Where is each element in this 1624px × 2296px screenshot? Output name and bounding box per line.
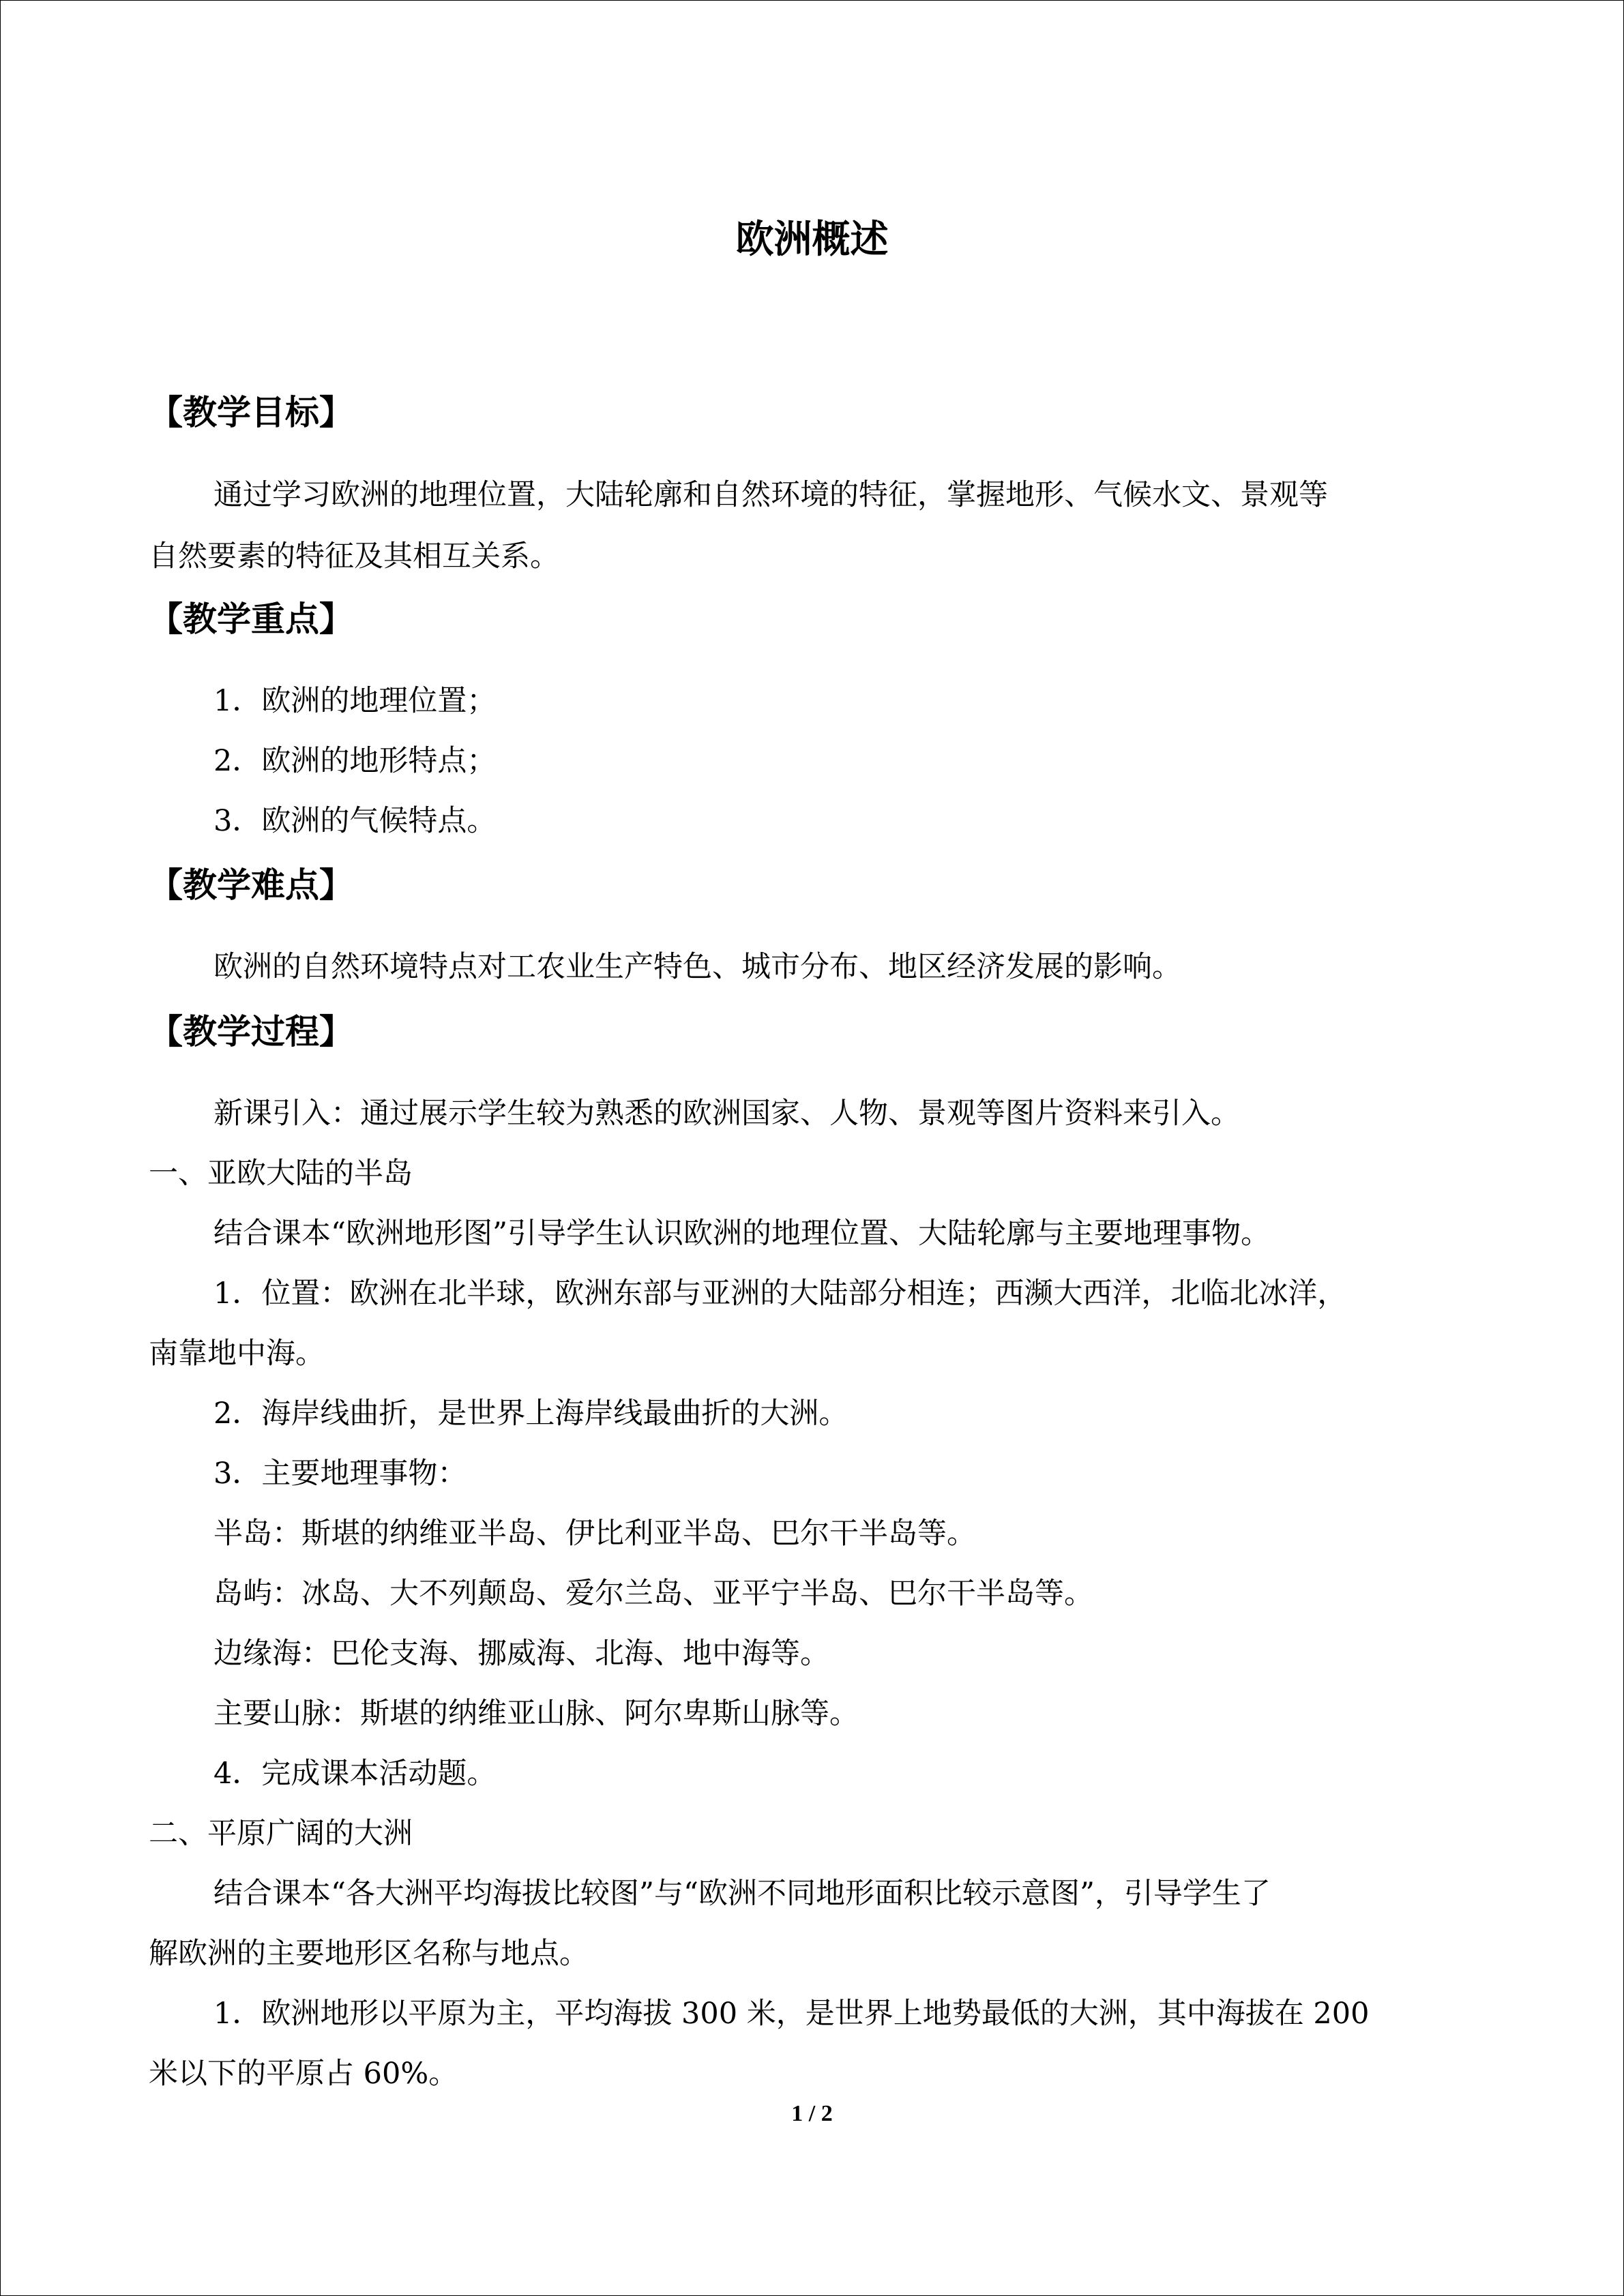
process-line: 岛屿：冰岛、大不列颠岛、爱尔兰岛、亚平宁半岛、巴尔干半岛等。 — [213, 1577, 1093, 1611]
process-subheading: 一、亚欧大陆的半岛 — [149, 1157, 413, 1191]
process-line: 新课引入：通过展示学生较为熟悉的欧洲国家、人物、景观等图片资料来引入。 — [213, 1097, 1240, 1131]
difficulty-line: 欧洲的自然环境特点对工农业生产特色、城市分布、地区经济发展的影响。 — [213, 950, 1181, 984]
key-point-item: 1．欧洲的地理位置； — [213, 684, 497, 718]
process-line: 解欧洲的主要地形区名称与地点。 — [149, 1937, 589, 1971]
section-heading-difficulty: 【教学难点】 — [149, 865, 353, 905]
key-point-item: 3．欧洲的气候特点。 — [213, 804, 497, 838]
process-line: 4．完成课本活动题。 — [213, 1757, 497, 1791]
process-line: 1．位置：欧洲在北半球，欧洲东部与亚洲的大陆部分相连；西濒大西洋，北临北冰洋， — [213, 1277, 1347, 1311]
process-line: 3．主要地理事物： — [213, 1457, 467, 1491]
process-line: 1．欧洲地形以平原为主，平均海拔 300 米，是世界上地势最低的大洲，其中海拔在 200 — [213, 1997, 1370, 2031]
process-line: 米以下的平原占 60%。 — [149, 2057, 458, 2091]
process-line: 半岛：斯堪的纳维亚半岛、伊比利亚半岛、巴尔干半岛等。 — [213, 1517, 976, 1551]
objective-line: 通过学习欧洲的地理位置，大陆轮廓和自然环境的特征，掌握地形、气候水文、景观等 — [213, 478, 1328, 512]
process-line: 结合课本“欧洲地形图”引导学生认识欧洲的地理位置、大陆轮廓与主要地理事物。 — [213, 1217, 1270, 1251]
process-subheading: 二、平原广阔的大洲 — [149, 1817, 413, 1851]
process-line: 边缘海：巴伦支海、挪威海、北海、地中海等。 — [213, 1637, 829, 1671]
process-line: 主要山脉：斯堪的纳维亚山脉、阿尔卑斯山脉等。 — [213, 1697, 859, 1731]
section-heading-objective: 【教学目标】 — [149, 393, 353, 432]
document-title: 欧洲概述 — [735, 218, 889, 262]
process-line: 结合课本“各大洲平均海拔比较图”与“欧洲不同地形面积比较示意图”，引导学生了 — [213, 1877, 1271, 1911]
objective-line: 自然要素的特征及其相互关系。 — [149, 539, 559, 573]
page-indicator: 1 / 2 — [791, 2101, 833, 2126]
process-line: 2．海岸线曲折，是世界上海岸线最曲折的大洲。 — [213, 1397, 848, 1431]
process-line: 南靠地中海。 — [149, 1337, 325, 1371]
key-point-item: 2．欧洲的地形特点； — [213, 744, 497, 778]
section-heading-key-points: 【教学重点】 — [149, 599, 353, 639]
section-heading-process: 【教学过程】 — [149, 1012, 353, 1052]
